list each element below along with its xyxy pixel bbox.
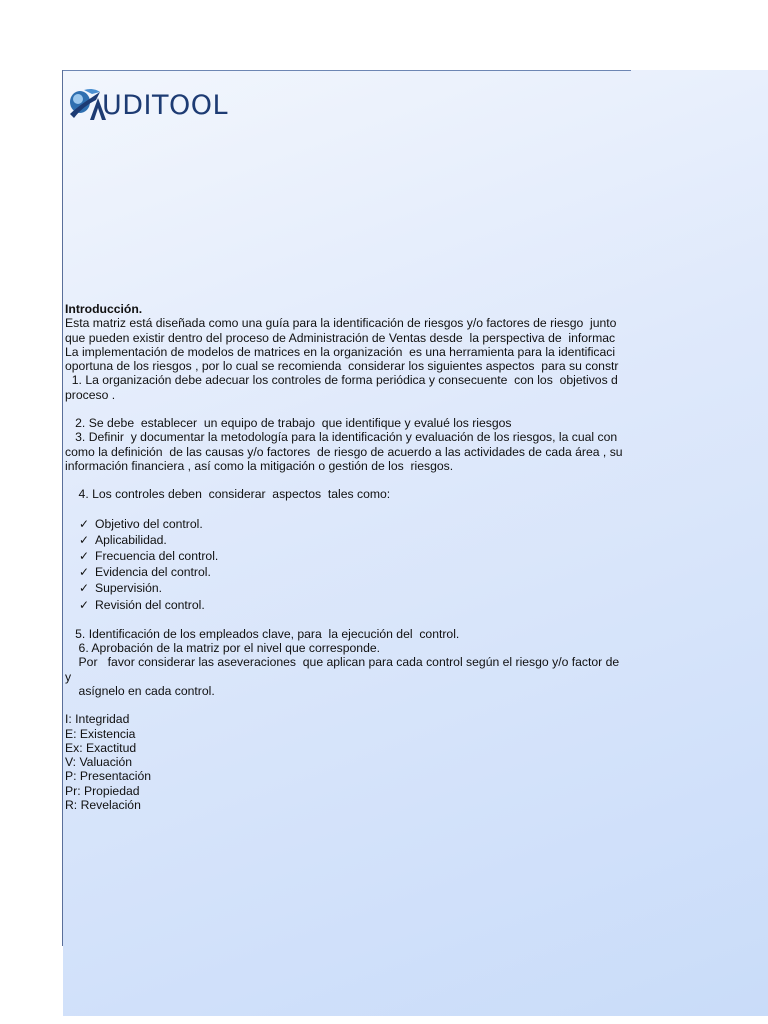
legend-item: P: Presentación <box>65 769 152 784</box>
legend-item: Ex: Exactitud <box>65 740 137 755</box>
point-7-line: asígnelo en cada control. <box>65 683 215 698</box>
checkmark-icon: ✓ <box>79 548 90 563</box>
checklist-item: ✓ Objetivo del control. <box>79 516 203 531</box>
point-6: 6. Aprobación de la matriz por el nivel que corresponde. <box>65 641 381 656</box>
intro-line: proceso . <box>65 387 116 402</box>
auditool-logo <box>66 84 228 122</box>
intro-heading: Introducción. <box>65 302 143 316</box>
checklist-item: ✓ Aplicabilidad. <box>79 532 167 547</box>
point-4: 4. Los controles deben considerar aspectos tales como: <box>65 487 391 502</box>
checkmark-icon: ✓ <box>79 516 90 531</box>
document-body <box>65 302 632 812</box>
intro-line: que pueden existir dentro del proceso de Administración de Ventas desde la perspectiva de informac <box>65 330 616 345</box>
point-3-line: 3. Definir y documentar la metodología para la identificación y evaluación de los riesgos, la cual con <box>65 430 618 445</box>
intro-line: 1. La organización debe adecuar los controles de forma periódica y consecuente con los objetivos d <box>65 373 618 388</box>
point-7-line: Por favor considerar las aseveraciones que aplican para cada control según el riesgo y/o factor de <box>65 655 620 670</box>
checklist-item: ✓ Revisión del control. <box>79 597 205 612</box>
top-border-line <box>63 70 631 71</box>
intro-line: La implementación de modelos de matrices en la organización es una herramienta para la identificaci <box>65 344 616 359</box>
checkmark-icon: ✓ <box>79 532 90 547</box>
checkmark-icon: ✓ <box>79 565 90 580</box>
assertion-legend <box>65 712 632 812</box>
checklist-item: ✓ Supervisión. <box>79 581 163 596</box>
point-3-line: información financiera , así como la mitigación o gestión de los riesgos. <box>65 458 454 473</box>
left-border-line <box>62 70 63 946</box>
point-2: 2. Se debe establecer un equipo de trabajo que identifique y evalué los riesgos <box>65 416 512 431</box>
intro-line: Esta matriz está diseñada como una guía para la identificación de riesgos y/o factores de riesgo junto <box>65 316 617 331</box>
auditool-logo-icon <box>66 84 106 122</box>
legend-item: I: Integridad <box>65 712 130 727</box>
point-3-line: como la definición de las causas y/o factores de riesgo de acuerdo a las actividades de cada área , su <box>65 444 623 459</box>
auditool-logo-text: UDITOOL <box>102 89 229 121</box>
legend-item: R: Revelación <box>65 798 141 813</box>
checkmark-icon: ✓ <box>79 597 90 612</box>
checklist-item: ✓ Evidencia del control. <box>79 565 211 580</box>
checklist-item: ✓ Frecuencia del control. <box>79 548 219 563</box>
checkmark-icon: ✓ <box>79 581 90 596</box>
point-5: 5. Identificación de los empleados clave, para la ejecución del control. <box>65 626 460 641</box>
intro-line: oportuna de los riesgos , por lo cual se recomienda considerar los siguientes aspectos para su constr <box>65 359 619 374</box>
control-checklist <box>65 516 632 613</box>
legend-item: V: Valuación <box>65 755 133 770</box>
legend-item: Pr: Propiedad <box>65 783 140 798</box>
legend-item: E: Existencia <box>65 726 136 741</box>
point-7-line: y <box>65 669 72 684</box>
